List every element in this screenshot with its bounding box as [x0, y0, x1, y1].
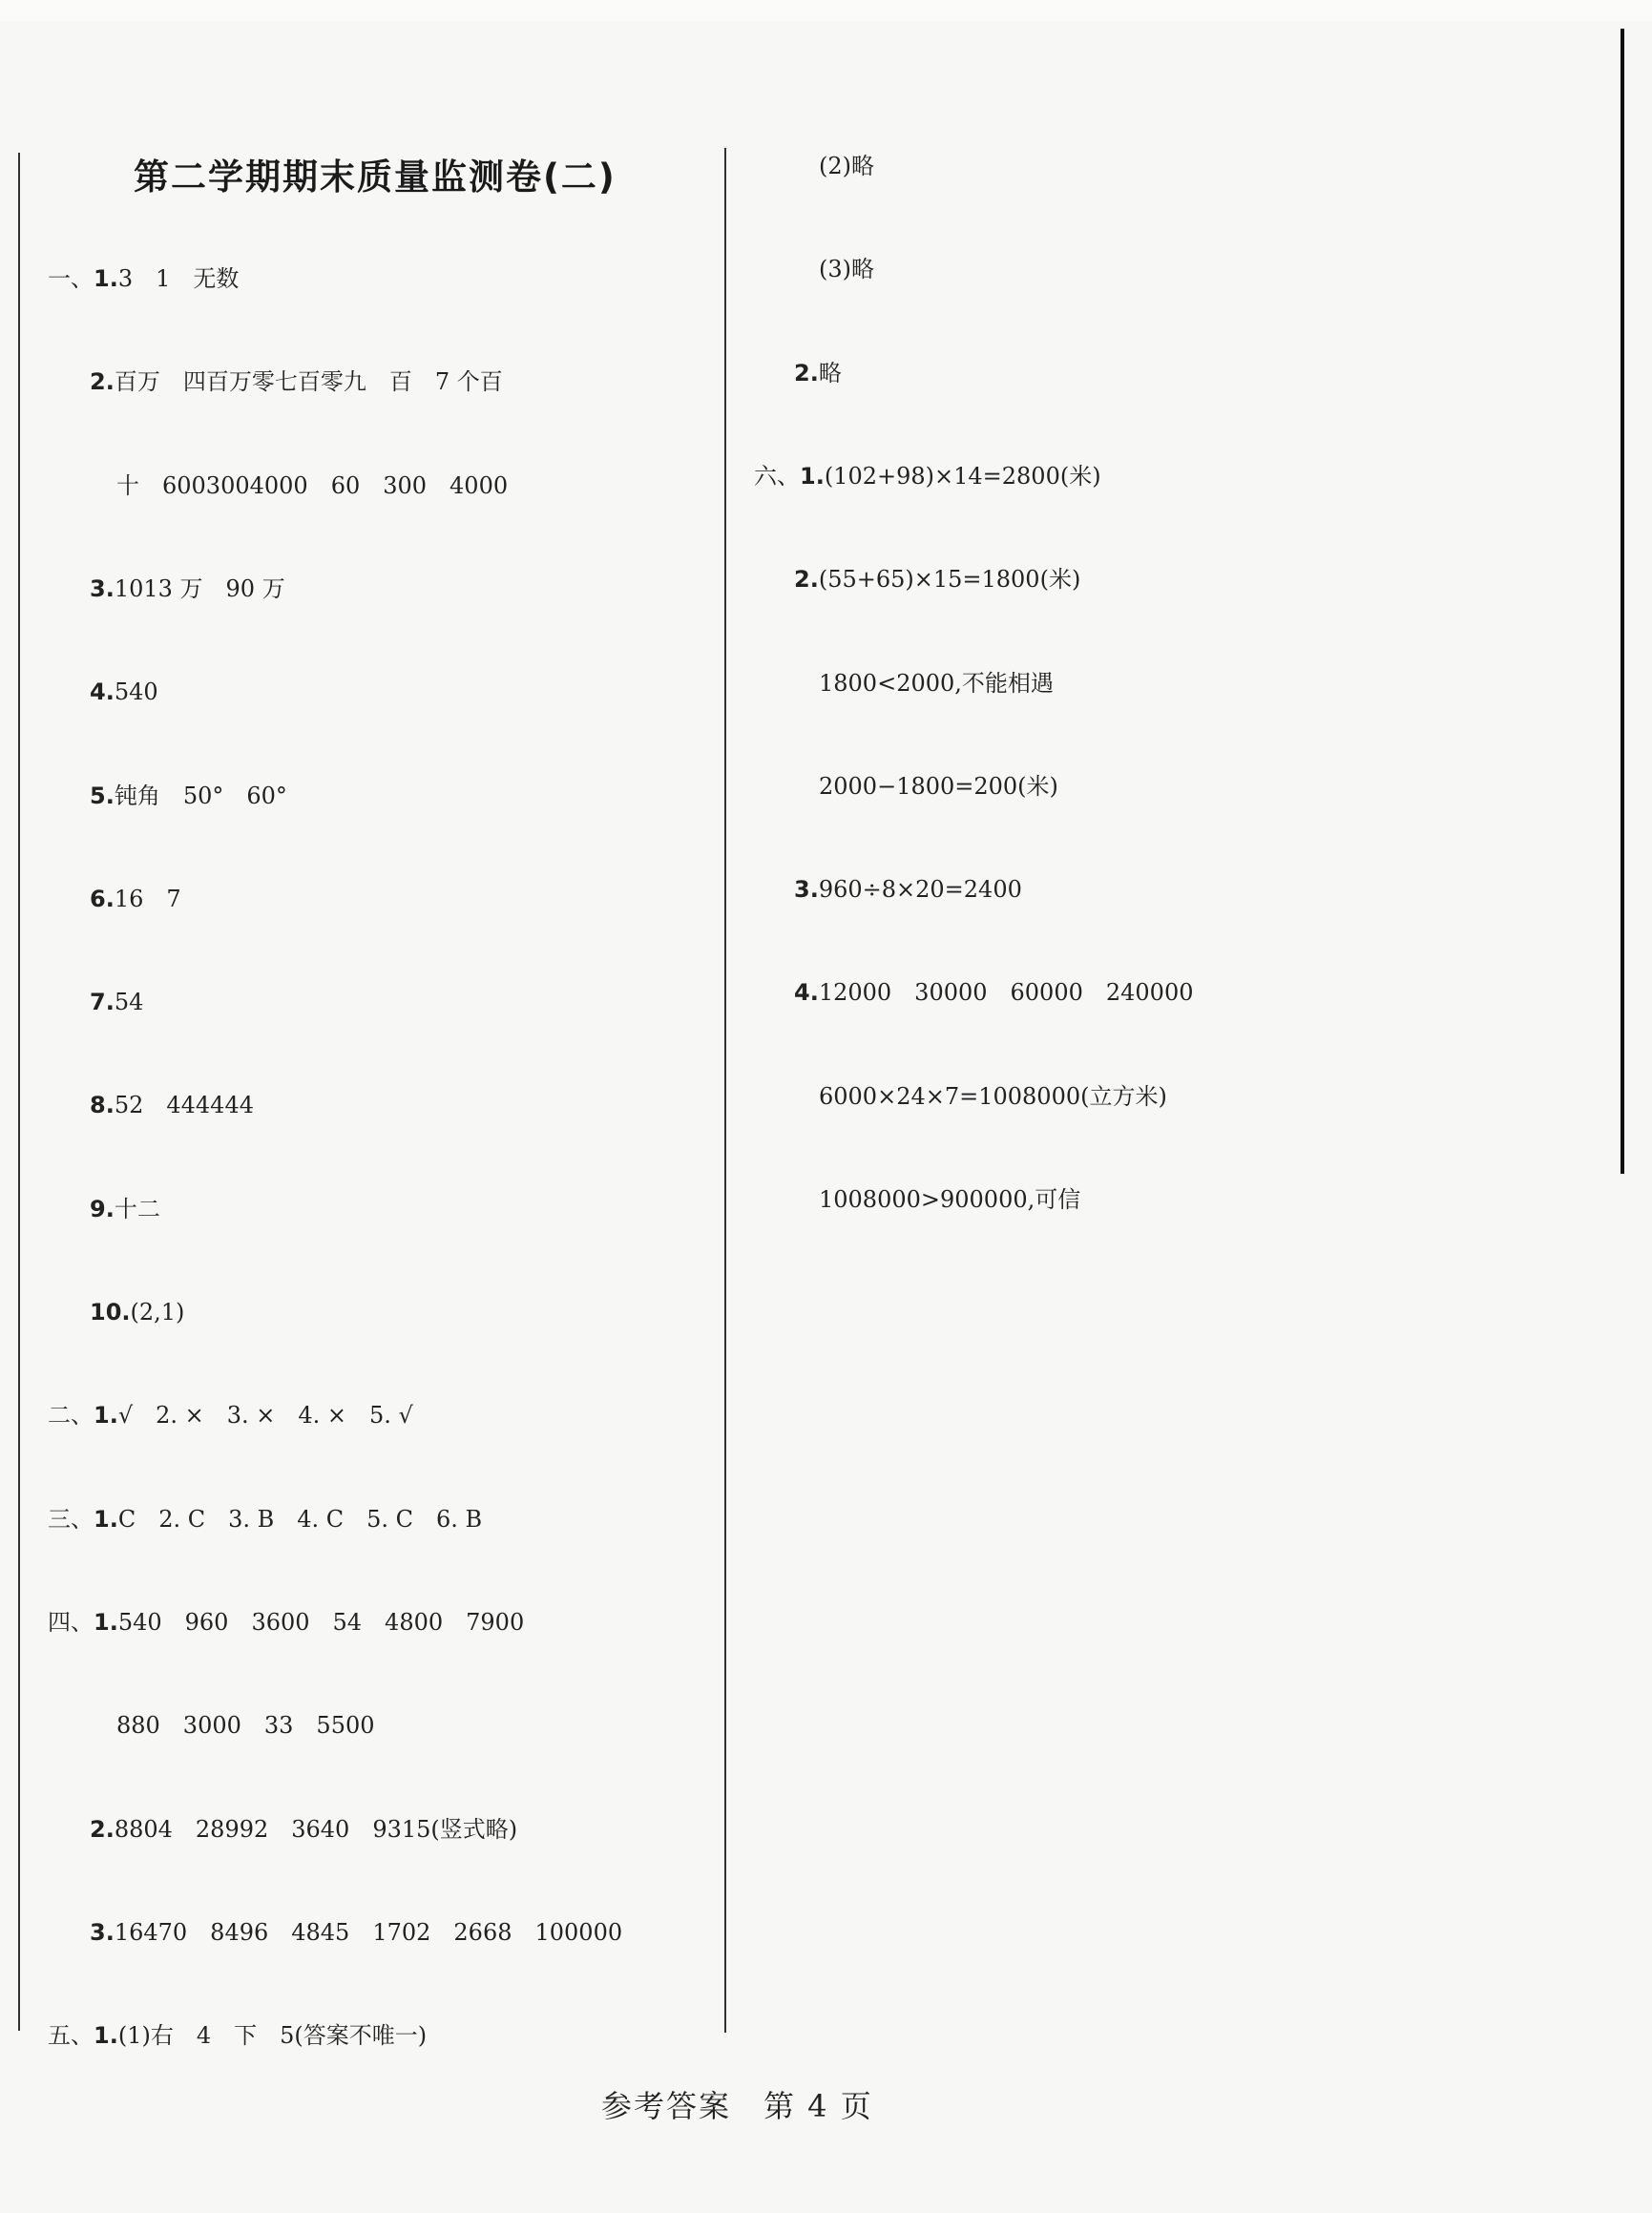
section-number: 六、 — [754, 462, 800, 490]
section-number: 二、 — [48, 1402, 94, 1430]
question-number: 3. — [794, 876, 819, 904]
question-number: 6. — [90, 885, 115, 912]
question-number: 1. — [94, 265, 118, 292]
answer-line — [819, 1082, 1167, 1110]
section-number: 四、 — [48, 1608, 94, 1636]
answer-text: 540 — [114, 679, 158, 706]
answer-text: 54 — [114, 989, 144, 1016]
answer-text: 1008000>900000,可信 — [819, 1186, 1081, 1213]
section-number: 五、 — [48, 2022, 94, 2050]
answer-text: 12000 30000 60000 240000 — [818, 979, 1194, 1007]
answer-line — [90, 1918, 623, 1946]
answer-line — [48, 1608, 525, 1636]
question-number: 3. — [90, 574, 115, 602]
question-number: 2. — [90, 368, 115, 396]
answer-text: 6000×24×7=1008000(立方米) — [819, 1082, 1167, 1110]
answer-line — [90, 1195, 160, 1222]
answer-line — [90, 1815, 518, 1843]
answer-text: 540 960 3600 54 4800 7900 — [117, 1608, 525, 1636]
answer-text: (55+65)×15=1800(米) — [818, 566, 1081, 594]
answer-line — [48, 2022, 428, 2050]
answer-line — [116, 1712, 375, 1740]
answer-text: 十 6003004000 60 300 4000 — [116, 471, 509, 499]
question-number: 10. — [90, 1299, 131, 1326]
answer-line — [48, 1505, 483, 1533]
question-number: 2. — [794, 566, 819, 594]
left-margin-rule — [18, 153, 20, 2031]
answer-line — [90, 887, 181, 910]
binding-edge-line — [1621, 29, 1624, 1174]
answer-line — [819, 258, 874, 281]
answer-text: 十二 — [114, 1195, 160, 1222]
answer-text: (102+98)×14=2800(米) — [824, 462, 1101, 490]
answer-line — [90, 784, 287, 807]
answer-line — [819, 155, 874, 177]
answer-text: 960÷8×20=2400 — [818, 876, 1022, 904]
section-number: 三、 — [48, 1505, 94, 1533]
answer-line — [90, 679, 158, 706]
answer-line — [819, 669, 1054, 697]
question-number: 4. — [90, 679, 115, 706]
question-number: 1. — [800, 462, 825, 490]
answer-text: 1800<2000,不能相遇 — [819, 669, 1054, 697]
answer-text: 百万 四百万零七百零九 百 7 个百 — [114, 368, 503, 396]
page-footer: 参考答案 第 4 页 — [601, 2088, 873, 2124]
answer-text: 16470 8496 4845 1702 2668 100000 — [114, 1918, 623, 1946]
question-number: 5. — [90, 782, 115, 809]
answer-line — [48, 267, 239, 290]
section-number: 一、 — [48, 265, 94, 292]
question-number: 8. — [90, 1092, 115, 1119]
answer-text: (2,1) — [130, 1299, 185, 1326]
answer-text: √ 2. × 3. × 4. × 5. √ — [117, 1402, 413, 1430]
question-number: 9. — [90, 1195, 115, 1222]
answer-text: (1)右 4 下 5(答案不唯一) — [117, 2022, 428, 2050]
answer-text: 16 7 — [114, 885, 181, 912]
question-number: 1. — [94, 1402, 118, 1430]
answer-text: 略 — [818, 359, 842, 386]
answer-text: 1013 万 90 万 — [114, 574, 285, 602]
question-number: 1. — [94, 1505, 118, 1533]
answer-line — [90, 368, 503, 396]
answer-line — [794, 359, 842, 386]
question-number: 2. — [90, 1815, 115, 1843]
answer-text: 钝角 50° 60° — [114, 782, 287, 809]
answer-line — [794, 979, 1194, 1007]
question-number: 2. — [794, 359, 819, 386]
answer-text: 3 1 无数 — [117, 265, 240, 292]
answer-line — [90, 989, 144, 1016]
answer-text: (3)略 — [819, 256, 874, 283]
answer-line — [48, 1402, 413, 1430]
page-title: 第二学期期末质量监测卷(二) — [134, 157, 617, 198]
answer-text: 52 444444 — [114, 1092, 254, 1119]
scan-top-band — [0, 0, 1652, 21]
answer-line — [819, 772, 1058, 800]
answer-line — [794, 566, 1081, 594]
question-number: 1. — [94, 2022, 118, 2050]
answer-line — [90, 1094, 254, 1117]
answer-line — [90, 574, 285, 602]
answer-text: 880 3000 33 5500 — [116, 1712, 375, 1740]
answer-line — [754, 462, 1101, 490]
answer-line — [819, 1188, 1080, 1211]
question-number: 4. — [794, 979, 819, 1007]
question-number: 7. — [90, 989, 115, 1016]
answer-text: C 2. C 3. B 4. C 5. C 6. B — [117, 1505, 483, 1533]
column-divider — [724, 148, 726, 2033]
question-number: 3. — [90, 1918, 115, 1946]
answer-text: (2)略 — [819, 153, 874, 179]
answer-line — [90, 1301, 184, 1324]
answer-line — [116, 471, 509, 499]
answer-line — [794, 876, 1022, 904]
answer-text: 2000−1800=200(米) — [819, 772, 1058, 800]
answer-text: 8804 28992 3640 9315(竖式略) — [114, 1815, 518, 1843]
question-number: 1. — [94, 1608, 118, 1636]
